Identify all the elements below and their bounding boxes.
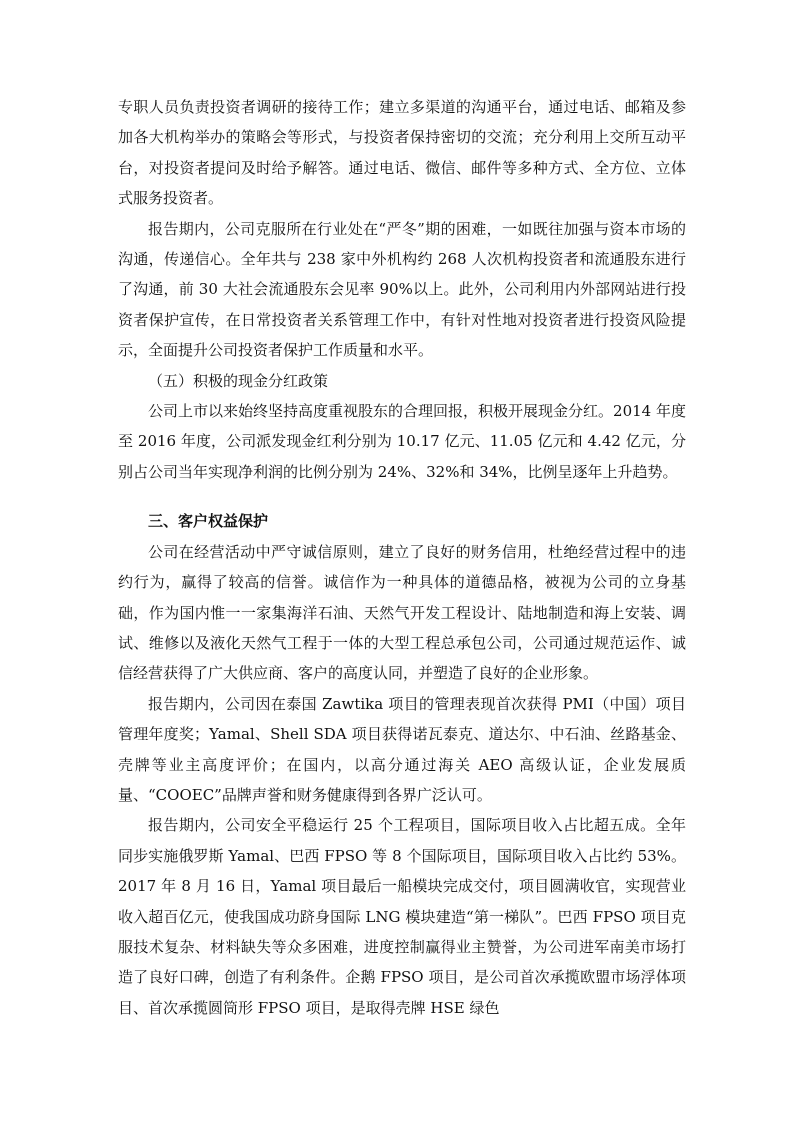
paragraph-cash-dividend: 公司上市以来始终坚持高度重视股东的合理回报，积极开展现金分红。2014 年度至 2016 年度，公司派发现金红利分别为 10.17 亿元、11.05 亿元和 4.42 亿元，分别占公司当年实现净利润的比例分别为 24%、32%和 34%，比例呈逐年上升趋势。	[118, 402, 686, 481]
paragraph-integrity: 公司在经营活动中严守诚信原则，建立了良好的财务信用，杜绝经营过程中的违约行为，赢得了较高的信誉。诚信作为一种具体的道德品格，被视为公司的立身基础，作为国内惟一一家集海洋石油、天然气开发工程设计、陆地制造和海上安装、调试、维修以及液化天然气工程于一体的大型工程总承包公司，公司通过规范运作、诚信经营获得了广大供应商、客户的高度认同，并塑造了良好的企业形象。	[118, 542, 686, 683]
paragraph-investor-communication: 报告期内，公司克服所在行业处在“严冬”期的困难，一如既往加强与资本市场的沟通，传递信心。全年共与 238 家中外机构约 268 人次机构投资者和流通股东进行了沟通，前 30 大社会流通股东会见率 90%以上。此外，公司利用内外部网站进行投资者保护宣传，在日常投资者关系管理工作中，有针对性地对投资者进行投资风险提示，全面提升公司投资者保护工作质量和水平。	[118, 219, 686, 360]
paragraph-investor-channels: 专职人员负责投资者调研的接待工作；建立多渠道的沟通平台，通过电话、邮箱及参加各大机构举办的策略会等形式，与投资者保持密切的交流；充分利用上交所互动平台，对投资者提问及时给予解答。通过电话、微信、邮件等多种方式、全方位、立体式服务投资者。	[118, 98, 686, 208]
paragraph-awards: 报告期内，公司因在泰国 Zawtika 项目的管理表现首次获得 PMI（中国）项目管理年度奖；Yamal、Shell SDA 项目获得诺瓦泰克、道达尔、中石油、丝路基金、壳牌等业主高度评价；在国内，以高分通过海关 AEO 高级认证，企业发展质量、“COOEC”品牌声誉和财务健康得到各界广泛认可。	[118, 694, 686, 804]
section-title-customer-rights: 三、客户权益保护	[148, 512, 269, 531]
subsection-title-cash-dividend: （五）积极的现金分红政策	[148, 371, 329, 390]
paragraph-projects: 报告期内，公司安全平稳运行 25 个工程项目，国际项目收入占比超五成。全年同步实施俄罗斯 Yamal、巴西 FPSO 等 8 个国际项目，国际项目收入占比约 53%。2017 年 8 月 16 日，Yamal 项目最后一船模块完成交付，项目圆满收官，实现营业收入超百亿元，使我国成功跻身国际 LNG 模块建造“第一梯队”。巴西 FPSO 项目克服技术复杂、材料缺失等众多困难，进度控制赢得业主赞誉，为公司进军南美市场打造了良好口碑，创造了有利条件。企鹅 FPSO 项目，是公司首次承揽欧盟市场浮体项目、首次承揽圆筒形 FPSO 项目，是取得壳牌 HSE 绿色	[118, 816, 686, 1017]
document-page	[118, 92, 686, 1023]
